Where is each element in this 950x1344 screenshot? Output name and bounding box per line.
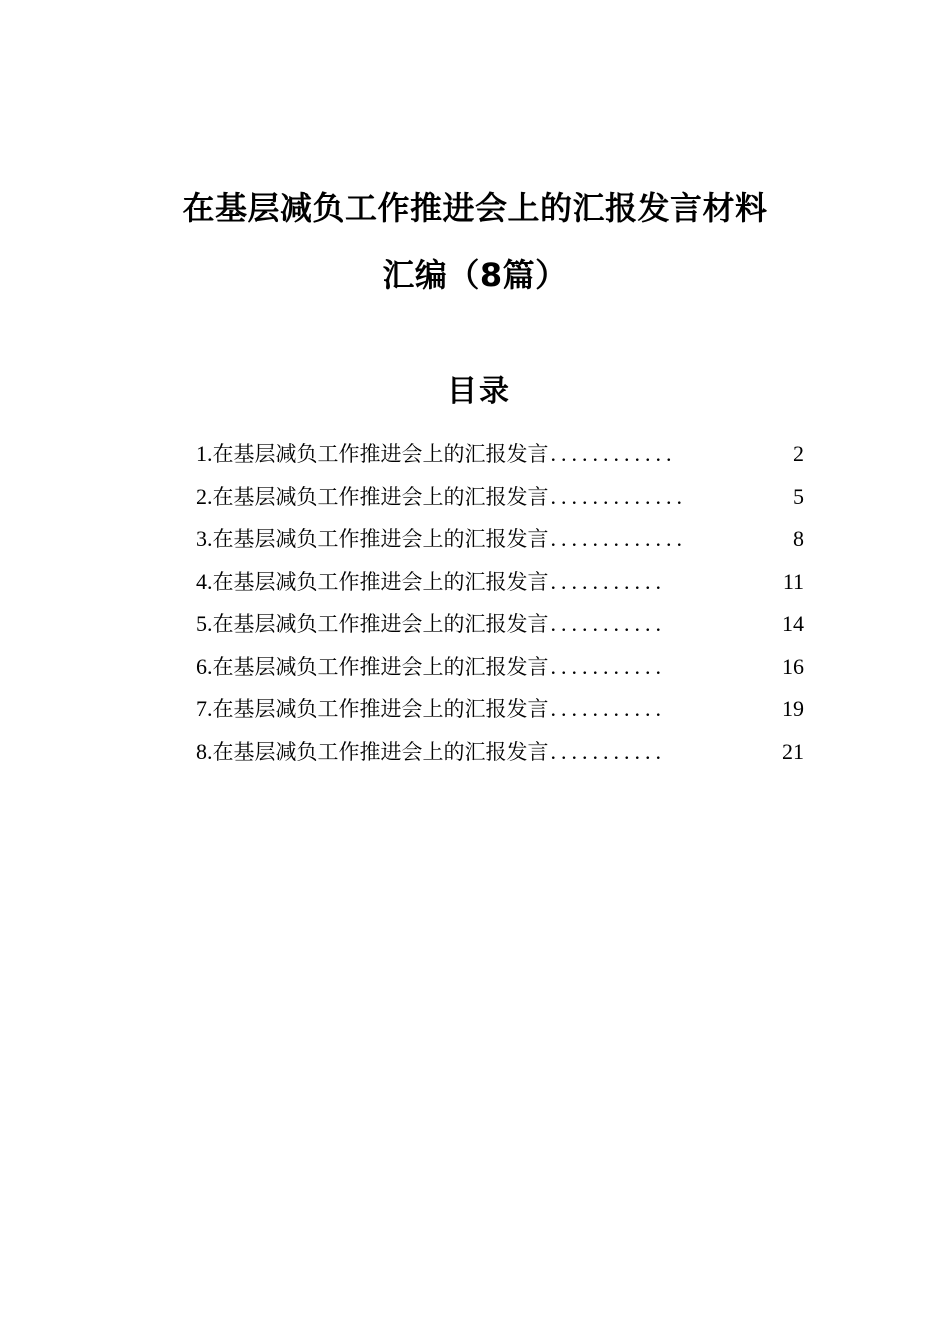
toc-entry-number: 2. <box>196 483 213 509</box>
toc-entry-leader: ............. <box>550 483 687 509</box>
toc-entry-title: 在基层减负工作推进会上的汇报发言 <box>212 569 549 594</box>
toc-entry-8[interactable] <box>196 731 804 774</box>
toc-entry-number: 8. <box>196 738 213 764</box>
document-title-line-1: 在基层减负工作推进会上的汇报发言材料 <box>182 189 768 227</box>
toc-entry-title: 在基层减负工作推进会上的汇报发言 <box>212 527 549 551</box>
table-of-contents <box>196 433 804 773</box>
toc-entry-leader: ............ <box>550 441 677 466</box>
toc-entry-number: 4. <box>196 568 213 594</box>
toc-entry-leader: ........... <box>550 653 666 679</box>
toc-entry-leader: ........... <box>550 738 666 764</box>
toc-entry-title: 在基层减负工作推进会上的汇报发言 <box>212 612 549 636</box>
toc-entry-4[interactable] <box>196 561 804 604</box>
toc-entry-page: 19 <box>782 696 804 721</box>
toc-entry-6[interactable] <box>196 646 804 689</box>
toc-entry-title: 在基层减负工作推进会上的汇报发言 <box>212 697 549 721</box>
toc-entry-leader: ........... <box>550 568 666 594</box>
toc-entry-number: 1. <box>196 441 213 466</box>
toc-entry-number: 5. <box>196 611 213 636</box>
toc-entry-page: 8 <box>793 526 804 551</box>
toc-entry-7[interactable] <box>196 688 804 731</box>
toc-entry-leader: ........... <box>550 611 666 636</box>
toc-entry-number: 7. <box>196 696 213 721</box>
toc-entry-number: 3. <box>196 526 213 551</box>
toc-entry-title: 在基层减负工作推进会上的汇报发言 <box>212 739 549 764</box>
toc-entry-2[interactable] <box>196 476 804 519</box>
toc-entry-title: 在基层减负工作推进会上的汇报发言 <box>212 442 549 466</box>
toc-entry-page: 14 <box>782 611 804 636</box>
toc-entry-number: 6. <box>196 653 213 679</box>
toc-entry-leader: ............. <box>550 526 687 551</box>
toc-entry-3[interactable] <box>196 518 804 561</box>
toc-entry-page: 11 <box>782 568 804 594</box>
toc-entry-page: 2 <box>793 441 804 466</box>
toc-entry-title: 在基层减负工作推进会上的汇报发言 <box>212 484 549 509</box>
document-title-line-2: 汇编（8篇） <box>382 256 568 294</box>
toc-heading: 目录 <box>447 374 511 409</box>
toc-entry-page: 21 <box>782 738 804 764</box>
toc-entry-1[interactable] <box>196 433 804 476</box>
toc-entry-leader: ........... <box>550 696 666 721</box>
toc-entry-title: 在基层减负工作推进会上的汇报发言 <box>212 654 549 679</box>
toc-entry-5[interactable] <box>196 603 804 646</box>
toc-entry-page: 5 <box>793 483 804 509</box>
toc-entry-page: 16 <box>782 653 804 679</box>
